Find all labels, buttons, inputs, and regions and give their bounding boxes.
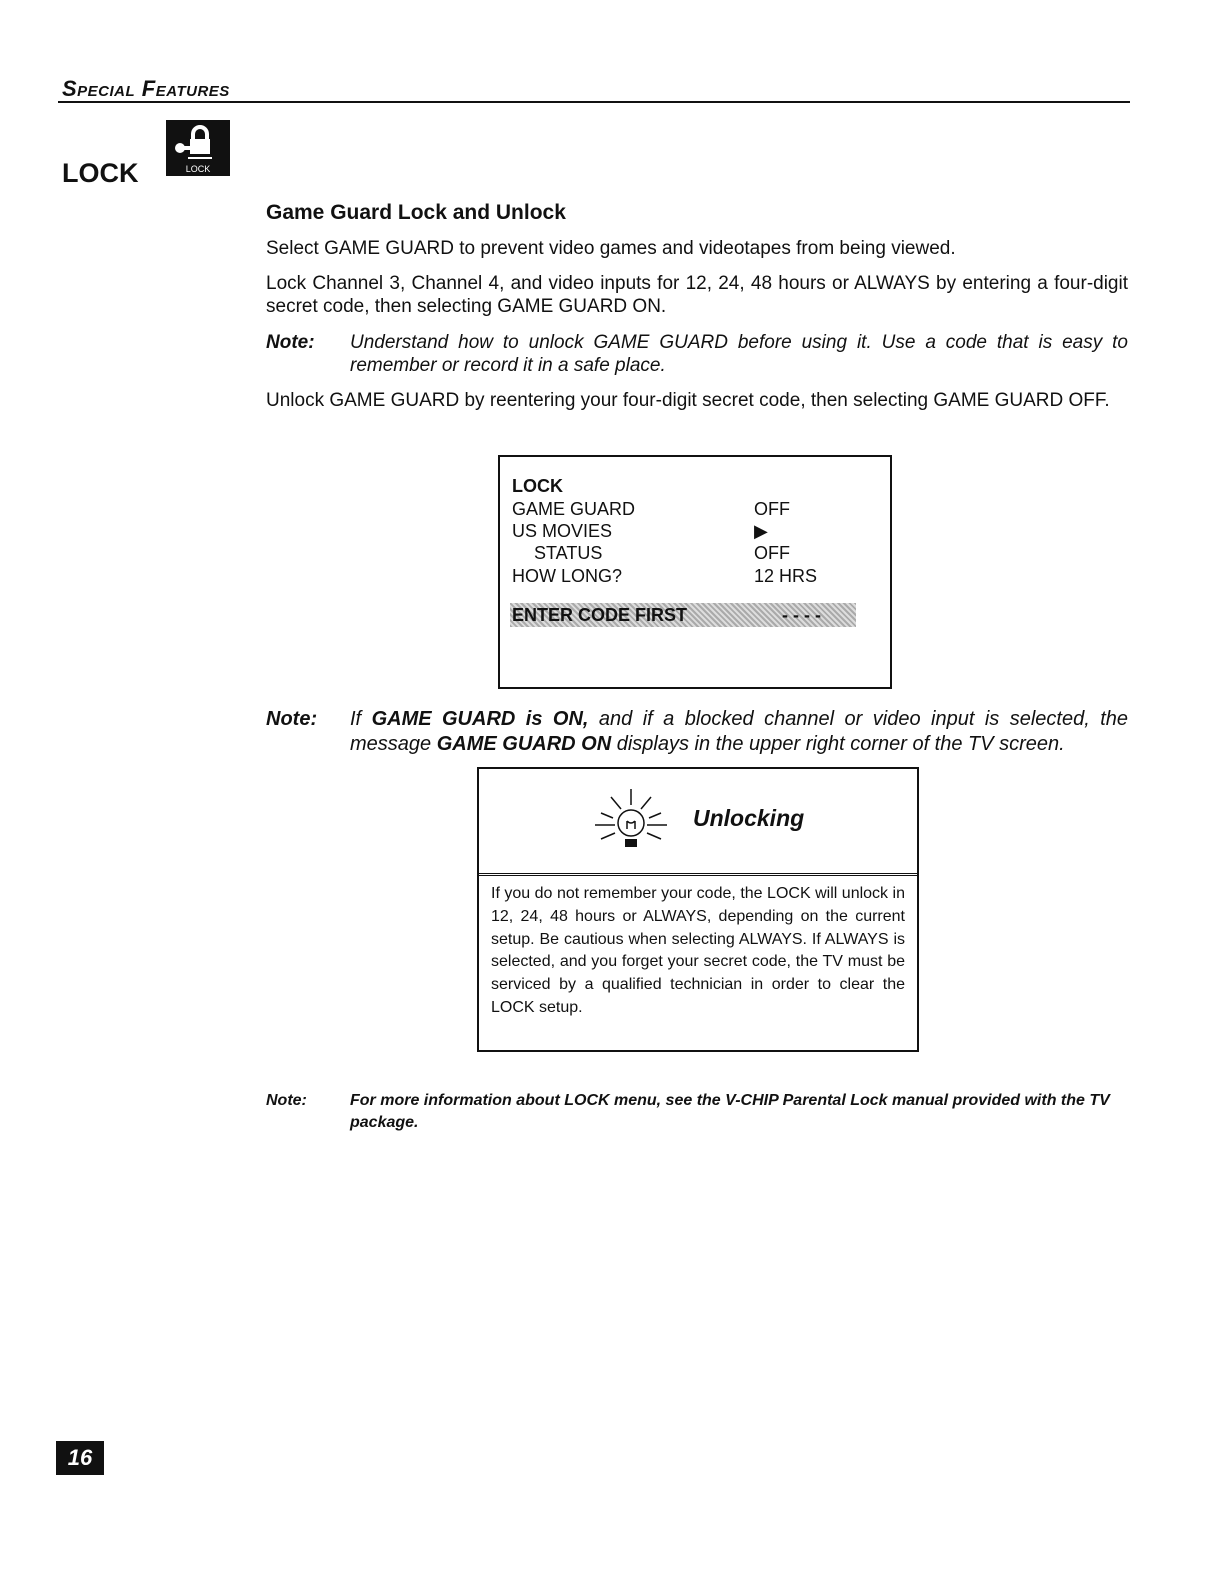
page-number: 16 [56, 1441, 104, 1475]
unlocking-tip-box [477, 767, 919, 1052]
lightbulb-icon [591, 785, 671, 861]
menu-label: GAME GUARD [512, 499, 636, 519]
menu-label: US MOVIES [512, 521, 613, 541]
padlock-icon: LOCK [166, 120, 230, 176]
lock-heading: LOCK [62, 158, 139, 188]
tip-title: Unlocking [693, 805, 805, 831]
paragraph: Select GAME GUARD to prevent video games and videotapes from being viewed. [266, 238, 956, 259]
enter-code-bar: ENTER CODE FIRST - - - - [510, 603, 856, 627]
menu-label: HOW LONG? [512, 566, 623, 586]
note: Note: If GAME GUARD is ON, and if a blocked channel or video input is selected, the message GAME GUARD ON displays in the upper right corner of the TV screen. [266, 708, 1129, 755]
tip-text: If you do not remember your code, the LOCK will unlock in 12, 24, 48 hours or ALWAYS, depending on the current setup. Be cautious when selecting ALWAYS. If ALWAYS is selected, and you forget your secret code, the TV must be serviced by a qualified technician in order to clear the LOCK setup. [491, 885, 905, 1016]
note: Note: Understand how to unlock GAME GUARD before using it. Use a code that is easy to remember or record it in a safe place. [266, 332, 1128, 376]
section-title: Special Features [62, 76, 230, 101]
menu-label: STATUS [534, 543, 603, 563]
subsection-title: Game Guard Lock and Unlock [266, 201, 566, 224]
lock-menu-screen: LOCK GAME GUARD OFF US MOVIES ▶ STATUS OFF HOW LONG? 12 HRS ENTER CODE FIRST - - - - [498, 455, 892, 689]
header-rule [58, 101, 1130, 103]
arrow-right-icon: ▶ [754, 521, 768, 541]
paragraph: Unlock GAME GUARD by reentering your four-digit secret code, then selecting GAME GUARD OFF. [266, 390, 1110, 411]
note: Note: For more information about LOCK menu, see the V-CHIP Parental Lock manual provided with the TV package. [266, 1092, 1110, 1131]
paragraph: Lock Channel 3, Channel 4, and video inputs for 12, 24, 48 hours or ALWAYS by entering a four-digit secret code, then selecting GAME GUARD ON. [266, 273, 1128, 317]
menu-value: OFF [754, 543, 790, 563]
menu-value: 12 HRS [754, 566, 818, 586]
menu-value: OFF [754, 499, 790, 519]
